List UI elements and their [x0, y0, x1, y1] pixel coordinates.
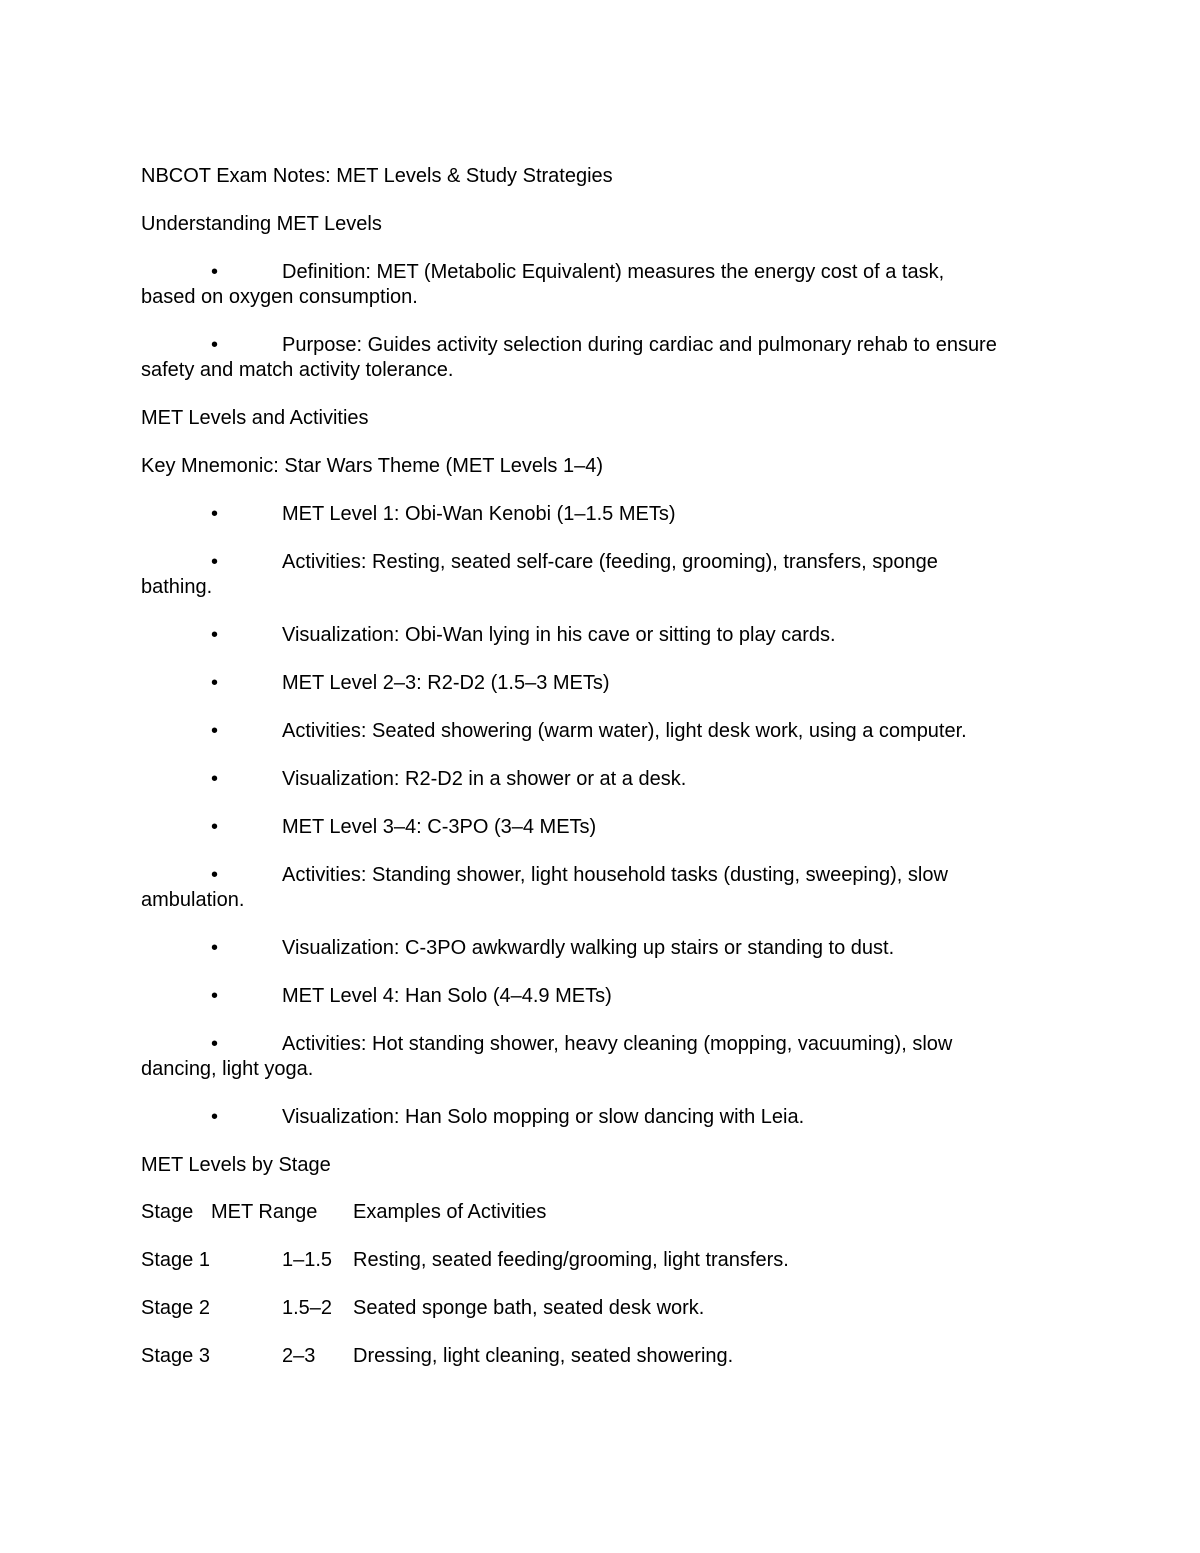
list-item: [141, 550, 1061, 600]
list-item-continuation: bathing.: [141, 576, 213, 598]
table-cell: Dressing, light cleaning, seated showering.: [353, 1345, 734, 1367]
list-item-text: Activities: Resting, seated self-care (feeding, grooming), transfers, sponge: [282, 551, 938, 573]
bullet-icon: •: [211, 816, 219, 838]
definition-text: Definition: MET (Metabolic Equivalent) measures the energy cost of a task,: [282, 261, 945, 283]
document-title: NBCOT Exam Notes: MET Levels & Study Strategies: [141, 165, 613, 187]
table-cell: 1.5–2: [282, 1297, 333, 1319]
table-header-row: [141, 1201, 1061, 1226]
list-item-text: Visualization: R2-D2 in a shower or at a desk.: [282, 768, 687, 790]
bullet-icon: •: [211, 334, 219, 356]
list-item: [141, 1105, 1061, 1130]
table-cell: 1–1.5: [282, 1249, 333, 1271]
table-row: [141, 1249, 1061, 1274]
list-item: [141, 671, 1061, 696]
bullet-icon: •: [211, 985, 219, 1007]
document-page: [141, 164, 1061, 1393]
table-header-cell: Examples of Activities: [353, 1201, 547, 1223]
bullet-icon: •: [211, 937, 219, 959]
purpose-text: Purpose: Guides activity selection during cardiac and pulmonary rehab to ensure: [282, 334, 997, 356]
met-levels-list: [141, 502, 1061, 1130]
list-item-text: Visualization: Obi-Wan lying in his cave or sitting to play cards.: [282, 624, 836, 646]
bullet-icon: •: [211, 1033, 219, 1055]
list-item: [141, 815, 1061, 840]
list-item: [141, 984, 1061, 1009]
bullet-icon: •: [211, 864, 219, 886]
table-cell: Stage 1: [141, 1249, 210, 1271]
list-item-text: MET Level 1: Obi-Wan Kenobi (1–1.5 METs): [282, 503, 676, 525]
bullet-icon: •: [211, 1106, 219, 1128]
list-item-text: Visualization: Han Solo mopping or slow dancing with Leia.: [282, 1106, 805, 1128]
bullet-icon: •: [211, 768, 219, 790]
list-item: [141, 502, 1061, 527]
list-item-continuation: dancing, light yoga.: [141, 1058, 314, 1080]
list-item: [141, 719, 1061, 744]
list-item: [141, 623, 1061, 648]
bullet-icon: •: [211, 261, 219, 283]
table-header-cell: MET Range: [211, 1201, 318, 1223]
table-header-cell: Stage: [141, 1201, 194, 1223]
table-row: [141, 1345, 1061, 1370]
purpose-continuation: safety and match activity tolerance.: [141, 359, 454, 381]
definition-continuation: based on oxygen consumption.: [141, 286, 418, 308]
bullet-icon: •: [211, 720, 219, 742]
list-item-continuation: ambulation.: [141, 889, 245, 911]
bullet-icon: •: [211, 551, 219, 573]
list-item: [141, 936, 1061, 961]
table-cell: Seated sponge bath, seated desk work.: [353, 1297, 705, 1319]
list-item-text: Activities: Hot standing shower, heavy cleaning (mopping, vacuuming), slow: [282, 1033, 953, 1055]
table-row: [141, 1297, 1061, 1322]
mnemonic-text: Key Mnemonic: Star Wars Theme (MET Levels 1–4): [141, 455, 604, 477]
section-heading-stage: MET Levels by Stage: [141, 1154, 331, 1176]
section-heading-levels: MET Levels and Activities: [141, 407, 369, 429]
list-item-text: Activities: Seated showering (warm water), light desk work, using a computer.: [282, 720, 967, 742]
list-item-text: MET Level 4: Han Solo (4–4.9 METs): [282, 985, 612, 1007]
table-cell: Resting, seated feeding/grooming, light transfers.: [353, 1249, 789, 1271]
list-item-definition: [141, 260, 1061, 310]
list-item-text: Activities: Standing shower, light household tasks (dusting, sweeping), slow: [282, 864, 948, 886]
section-heading-understanding: Understanding MET Levels: [141, 213, 382, 235]
bullet-icon: •: [211, 672, 219, 694]
list-item-text: MET Level 2–3: R2-D2 (1.5–3 METs): [282, 672, 610, 694]
bullet-icon: •: [211, 503, 219, 525]
list-item-text: MET Level 3–4: C-3PO (3–4 METs): [282, 816, 597, 838]
stage-table: [141, 1201, 1061, 1370]
bullet-icon: •: [211, 624, 219, 646]
list-item: [141, 1032, 1061, 1082]
table-cell: Stage 2: [141, 1297, 210, 1319]
table-cell: 2–3: [282, 1345, 316, 1367]
list-item: [141, 863, 1061, 913]
list-item-text: Visualization: C-3PO awkwardly walking up stairs or standing to dust.: [282, 937, 895, 959]
list-item-purpose: [141, 333, 1061, 383]
list-item: [141, 767, 1061, 792]
table-cell: Stage 3: [141, 1345, 210, 1367]
